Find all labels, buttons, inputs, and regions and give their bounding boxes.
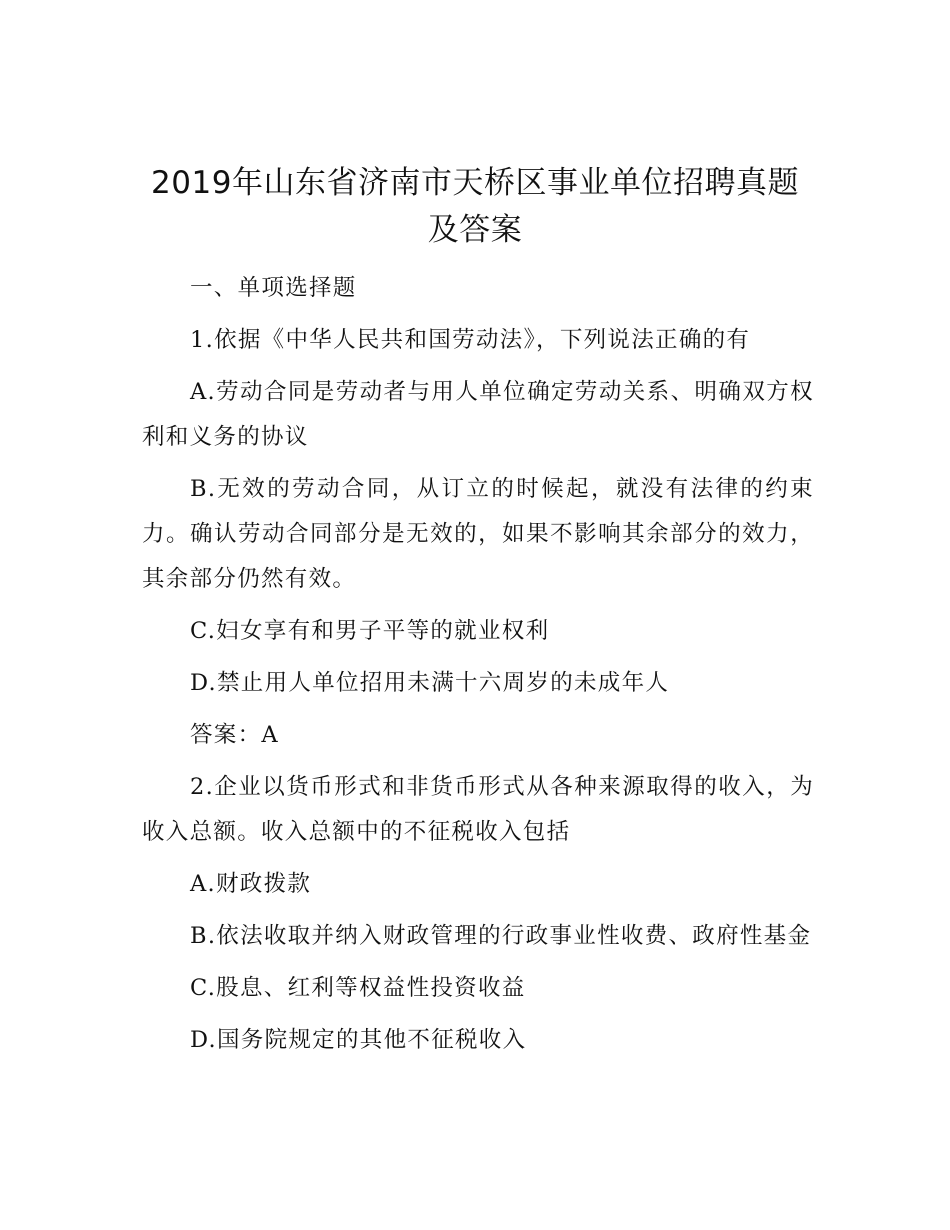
question-1-option-d: D.禁止用人单位招用未满十六周岁的未成年人	[190, 670, 670, 696]
title-line-1: 2019年山东省济南市天桥区事业单位招聘真题	[151, 165, 799, 201]
question-2-stem: 2.企业以货币形式和非货币形式从各种来源取得的收入，为收入总额。收入总额中的不征税收入包括	[142, 774, 814, 845]
question-1-option-b: B.无效的劳动合同，从订立的时候起，就没有法律的约束力。确认劳动合同部分是无效的，如果不影响其余部分的效力，其余部分仍然有效。	[142, 476, 814, 592]
question-2-option-d: D.国务院规定的其他不征税收入	[190, 1027, 527, 1053]
section-heading: 一、单项选择题	[190, 275, 357, 301]
title-line-2: 及答案	[427, 212, 523, 248]
question-1-option-a: A.劳动合同是劳动者与用人单位确定劳动关系、明确双方权利和义务的协议	[142, 379, 814, 450]
question-2-option-c: C.股息、红利等权益性投资收益	[190, 975, 526, 1001]
document-title	[130, 160, 820, 254]
question-1-answer: 答案：A	[190, 722, 279, 748]
question-1-option-c: C.妇女享有和男子平等的就业权利	[190, 618, 550, 644]
question-2-option-b: B.依法收取并纳入财政管理的行政事业性收费、政府性基金	[190, 923, 812, 949]
question-1-stem: 1.依据《中华人民共和国劳动法》，下列说法正确的有	[190, 327, 751, 353]
document-body	[142, 266, 814, 1070]
question-2-option-a: A.财政拨款	[190, 871, 312, 897]
